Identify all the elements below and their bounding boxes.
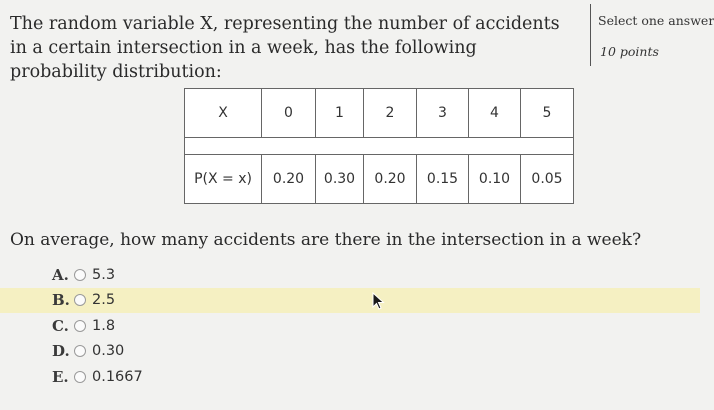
- option-a[interactable]: [52, 262, 143, 288]
- probability-distribution-table: [184, 88, 574, 204]
- subquestion-text: On average, how many accidents are there in the intersection in a week?: [10, 230, 642, 250]
- table-gap-row: [185, 138, 574, 155]
- option-letter: E.: [52, 367, 69, 386]
- table-cell-p-4: 0.10: [469, 155, 521, 204]
- mouse-cursor-icon: [372, 292, 386, 310]
- question-text: The random variable X, representing the number of accidents in a certain intersection in a week, has the following probability distribution:: [10, 14, 560, 82]
- option-c[interactable]: [52, 313, 143, 339]
- table-cell-x-2: 2: [364, 89, 417, 138]
- table-cell-x-0: 0: [262, 89, 316, 138]
- option-e[interactable]: [52, 364, 143, 390]
- sidebar-divider: [590, 4, 591, 66]
- option-label[interactable]: 0.1667: [92, 368, 143, 385]
- table-row-probability: [185, 155, 574, 204]
- option-label[interactable]: 2.5: [92, 292, 116, 309]
- option-b[interactable]: [52, 288, 143, 314]
- table-cell-p-1: 0.30: [316, 155, 364, 204]
- option-d[interactable]: [52, 339, 143, 365]
- radio-button[interactable]: [74, 345, 86, 357]
- table-cell-p-2: 0.20: [364, 155, 417, 204]
- table-cell-x-4: 4: [469, 89, 521, 138]
- table-cell-p-0: 0.20: [262, 155, 316, 204]
- option-letter: B.: [52, 291, 70, 310]
- table-row-x: [185, 89, 574, 138]
- table-cell-x-1: 1: [316, 89, 364, 138]
- table-cell-x-5: 5: [521, 89, 574, 138]
- option-letter: D.: [52, 342, 70, 361]
- table-cell-p-3: 0.15: [417, 155, 469, 204]
- answer-options: [52, 262, 143, 390]
- table-header-p: P(X = x): [185, 155, 262, 204]
- option-letter: A.: [52, 265, 69, 284]
- table-gap-cell: [185, 138, 574, 155]
- option-label[interactable]: 0.30: [92, 343, 125, 360]
- table-cell-p-5: 0.05: [521, 155, 574, 204]
- select-one-answer-label: Select one answer: [598, 13, 714, 28]
- radio-button[interactable]: [74, 269, 86, 281]
- option-label[interactable]: 5.3: [92, 266, 116, 283]
- radio-button[interactable]: [74, 371, 86, 383]
- option-letter: C.: [52, 316, 69, 335]
- option-label[interactable]: 1.8: [92, 317, 116, 334]
- points-label: 10 points: [600, 44, 659, 59]
- table-cell-x-3: 3: [417, 89, 469, 138]
- table-header-x: X: [185, 89, 262, 138]
- radio-button[interactable]: [74, 320, 86, 332]
- radio-button[interactable]: [74, 294, 86, 306]
